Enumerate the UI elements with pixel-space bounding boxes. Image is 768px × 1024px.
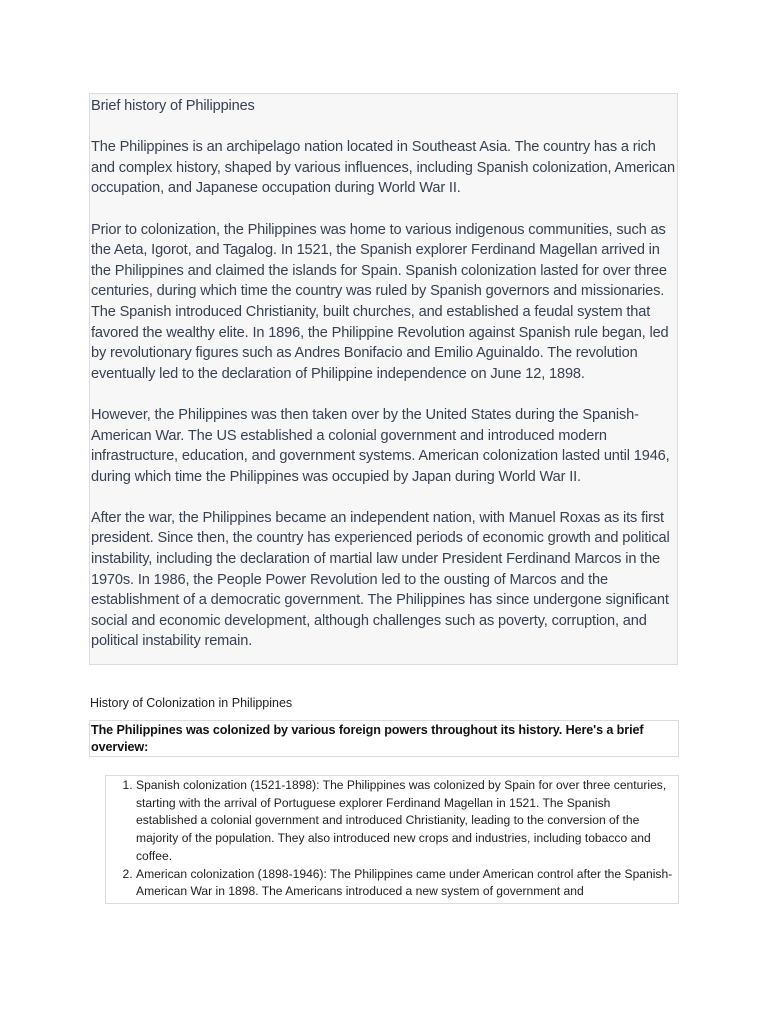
list-item: 1. Spanish colonization (1521-1898): The Philippines was colonized by Spain for over three centuries, starting with the arrival of Portuguese explorer Ferdinand Magellan in 1521. The Spanish established a colonial government and introduced Christianity, leading to the conversion of the majority of the population. They also introduced new crops and industries, including tobacco and coffee. bbox=[136, 777, 674, 866]
list-item: 2. American colonization (1898-1946): The Philippines came under American control after the Spanish-American War in 1898. The Americans introduced a new system of government and bbox=[136, 866, 674, 901]
colonization-section-title: History of Colonization in Philippines bbox=[90, 696, 293, 710]
history-paragraph-4: After the war, the Philippines became an independent nation, with Manuel Roxas as its first president. Since then, the country has experienced periods of economic growth and political instability, including the declaration of martial law under President Ferdinand Marcos in the 1970s. In 1986, the People Power Revolution led to the ousting of Marcos and the establishment of a democratic government. The Philippines has since undergone significant social and economic development, although challenges such as poverty, corruption, and political instability remain. bbox=[91, 509, 670, 650]
colonization-overview-box: The Philippines was colonized by various foreign powers throughout its history. Here's a brief overview: bbox=[89, 720, 679, 757]
history-paragraph-1: The Philippines is an archipelago nation located in Southeast Asia. The country has a rich and complex history, shaped by various influences, including Spanish colonization, American occupation, and Japanese occupation during World War II. bbox=[91, 139, 675, 197]
brief-history-box bbox=[89, 93, 678, 665]
colonization-list-box bbox=[105, 775, 679, 904]
history-paragraph-3: However, the Philippines was then taken over by the United States during the Spanish-American War. The US established a colonial government and introduced modern infrastructure, education, and government systems. American colonization lasted until 1946, during which time the Philippines was occupied by Japan during World War II. bbox=[91, 406, 670, 485]
colonization-list bbox=[106, 777, 674, 901]
history-paragraph-2: Prior to colonization, the Philippines was home to various indigenous communities, such as the Aeta, Igorot, and Tagalog. In 1521, the Spanish explorer Ferdinand Magellan arrived in the Philippines and claimed the islands for Spain. Spanish colonization lasted for over three centuries, during which time the country was ruled by Spanish governors and missionaries. The Spanish introduced Christianity, built churches, and established a feudal system that favored the wealthy elite. In 1896, the Philippine Revolution against Spanish rule began, led by revolutionary figures such as Andres Bonifacio and Emilio Aguinaldo. The revolution eventually led to the declaration of Philippine independence on June 12, 1898. bbox=[91, 221, 669, 382]
brief-history-title: Brief history of Philippines bbox=[91, 98, 255, 114]
